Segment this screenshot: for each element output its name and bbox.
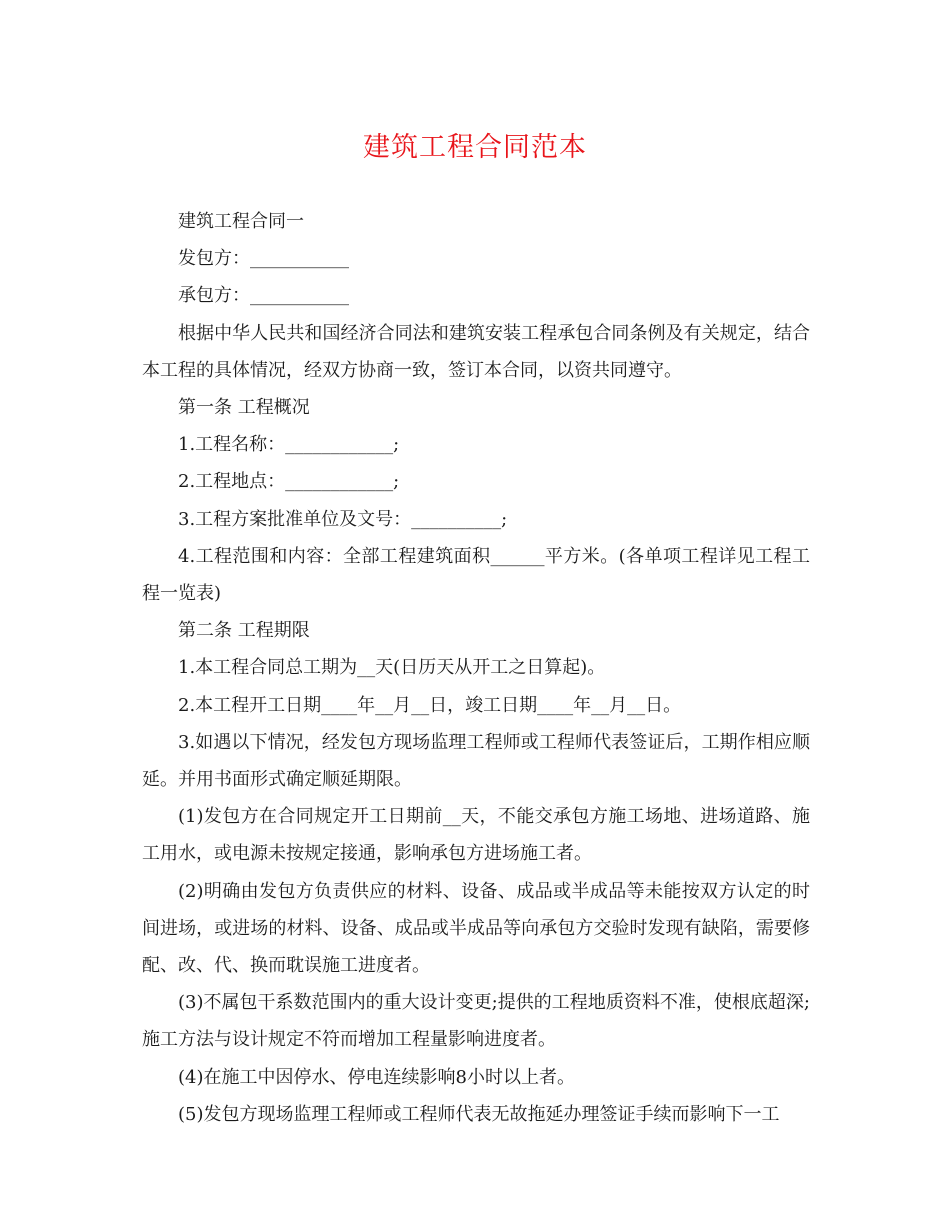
article-2-subitem-2: (2)明确由发包方负责供应的材料、设备、成品或半成品等未能按双方认定的时间进场，或进场的材料、设备、成品或半成品等向承包方交验时发现有缺陷，需要修配、改、代、换而耽误施工进度者。 — [142, 880, 810, 977]
article-2-item-1: 1.本工程合同总工期为__天(日历天从开工之日算起)。 — [178, 657, 606, 679]
article-1-item-2: 2.工程地点：____________; — [178, 471, 400, 493]
article-2-subitem-3: (3)不属包干系数范围内的重大设计变更;提供的工程地质资料不准，使根底超深;施工方法与设计规定不符而增加工程量影响进度者。 — [142, 992, 810, 1051]
article-2-subitem-5: (5)发包方现场监理工程师或工程师代表无故拖延办理签证手续而影响下一工 — [178, 1103, 780, 1125]
document-body — [142, 203, 810, 1133]
article-1-item-1: 1.工程名称：____________; — [178, 434, 400, 456]
paragraph-employer: 发包方：___________ — [178, 248, 349, 270]
article-1-item-4: 4.工程范围和内容：全部工程建筑面积______平方米。(各单项工程详见工程工程一览表) — [142, 545, 810, 605]
paragraph-preamble: 根据中华人民共和国经济合同法和建筑安装工程承包合同条例及有关规定，结合本工程的具体情况，经双方协商一致，签订本合同，以资共同遵守。 — [142, 322, 810, 381]
article-2-subitem-1: (1)发包方在合同规定开工日期前__天，不能交承包方施工场地、进场道路、施工用水，或电源未按规定接通，影响承包方进场施工者。 — [142, 806, 810, 865]
article-2-heading: 第二条 工程期限 — [178, 620, 310, 642]
article-2-subitem-4: (4)在施工中因停水、停电连续影响8小时以上者。 — [178, 1066, 575, 1088]
paragraph-contractor: 承包方：___________ — [178, 285, 349, 307]
article-2-item-3: 3.如遇以下情况，经发包方现场监理工程师或工程师代表签证后，工期作相应顺延。并用书面形式确定顺延期限。 — [142, 731, 810, 791]
article-1-heading: 第一条 工程概况 — [178, 397, 310, 419]
article-2-item-2: 2.本工程开工日期____年__月__日，竣工日期____年__月__日。 — [178, 694, 682, 716]
article-1-item-3: 3.工程方案批准单位及文号：__________; — [178, 508, 508, 530]
document-title: 建筑工程合同范本 — [363, 132, 587, 163]
paragraph-contract-heading: 建筑工程合同一 — [178, 211, 304, 232]
